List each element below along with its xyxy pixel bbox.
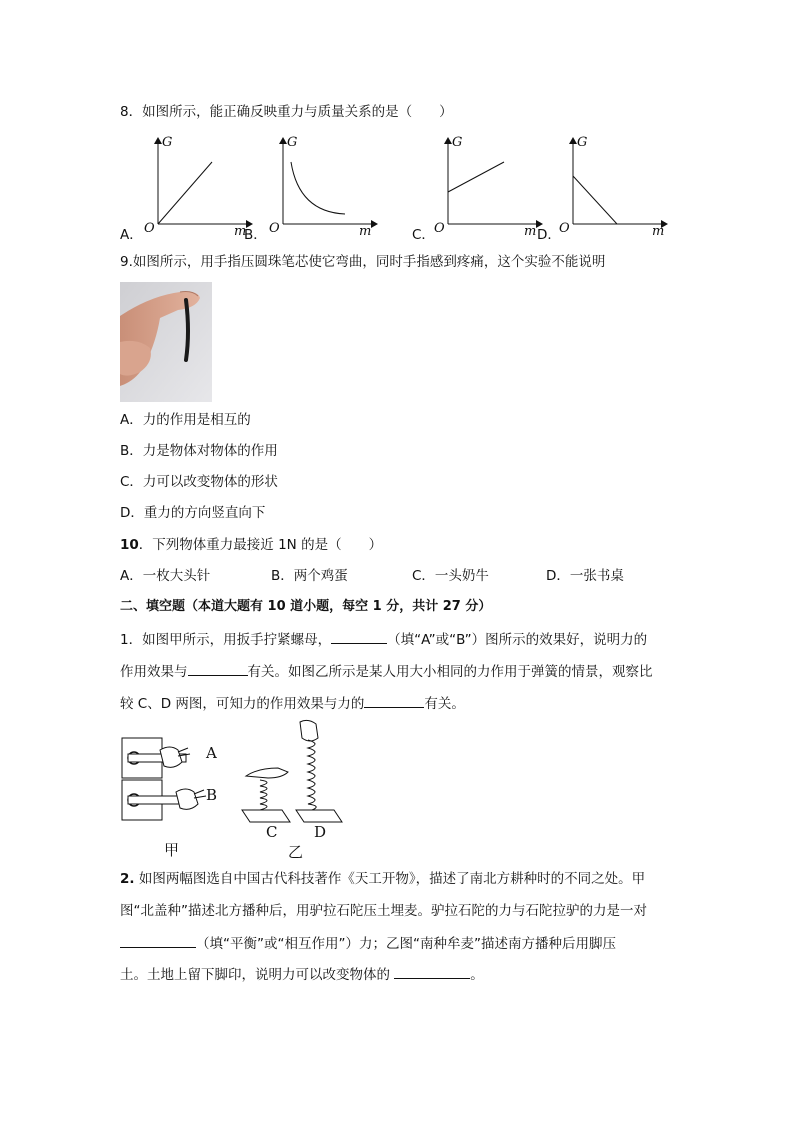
fill1-line1 — [120, 629, 647, 649]
fill2-line2: 图“北盖种”描述北方播种后，用驴拉石陀压土埋麦。驴拉石陀的力与石陀拉驴的力是一对 — [120, 903, 647, 919]
q10-stem-text: ．下列物体重力最接近 1N 的是（ ） — [138, 537, 383, 553]
graph-a-line — [158, 162, 212, 224]
q10-number: 10 — [120, 537, 139, 553]
graph-a-ylabel: G — [162, 135, 173, 150]
fill1-text-3: 作用效果与 — [120, 664, 188, 680]
q10-option-a: A．一枚大头针 — [120, 568, 211, 584]
q8-stem: 8．如图所示，能正确反映重力与质量关系的是（ ） — [120, 104, 453, 120]
fill2-number: 2. — [120, 871, 135, 887]
graph-d-origin: O — [559, 221, 570, 236]
fill1-text-1: 1．如图甲所示，用扳手拧紧螺母， — [120, 632, 332, 648]
graph-d-ylabel: G — [577, 135, 588, 150]
graph-c-origin: O — [434, 221, 445, 236]
graph-b-ylabel: G — [287, 135, 298, 150]
q8-option-a: A． — [120, 227, 143, 243]
q10-option-c: C．一头奶牛 — [412, 568, 489, 584]
graph-a-xlabel: m — [234, 224, 247, 239]
q10-option-b: B．两个鸡蛋 — [271, 568, 348, 584]
graph-a-origin: O — [144, 221, 155, 236]
fill2-line3 — [120, 933, 616, 953]
fill2-blank-1[interactable] — [120, 933, 196, 948]
graph-c-xlabel: m — [524, 224, 537, 239]
fill1-text-4: 有关。如图乙所示是某人用大小相同的力作用于弹簧的情景，观察比 — [247, 664, 653, 680]
label-yi: 乙 — [288, 843, 304, 861]
fill1-line3 — [120, 693, 465, 713]
fill1-line2 — [120, 661, 653, 681]
finger-pen-photo — [120, 282, 212, 402]
q9-stem: 9.如图所示，用手指压圆珠笔芯使它弯曲，同时手指感到疼痛，这个实验不能说明 — [120, 254, 606, 270]
q10-stem — [120, 536, 382, 554]
q9-option-d: D．重力的方向竖直向下 — [120, 505, 266, 521]
fill2-line1 — [120, 870, 645, 888]
graph-b-xlabel: m — [359, 224, 372, 239]
q9-option-c: C．力可以改变物体的形状 — [120, 474, 278, 490]
fill1-text-6: 有关。 — [424, 696, 465, 712]
label-b: B — [206, 786, 218, 804]
q8-option-b: B． — [244, 227, 267, 243]
q8-option-d: D． — [537, 227, 561, 243]
fill1-text-5: 较 C、D 两图，可知力的作用效果与力的 — [120, 696, 365, 712]
fill2-text-1: 如图两幅图选自中国古代科技著作《天工开物》，描述了南北方耕种时的不同之处。甲 — [134, 871, 646, 887]
fill2-text-5: 。 — [470, 967, 484, 983]
section-2-title: 二、填空题（本道大题有 10 道小题，每空 1 分，共计 27 分） — [120, 599, 492, 614]
label-d: D — [314, 823, 327, 841]
label-a: A — [206, 744, 217, 762]
fill1-blank-2[interactable] — [188, 661, 248, 676]
graph-b-origin: O — [269, 221, 280, 236]
q9-option-b: B．力是物体对物体的作用 — [120, 443, 278, 459]
fill2-text-4: 土。土地上留下脚印，说明力可以改变物体的 — [120, 967, 395, 983]
fill2-line4 — [120, 964, 484, 984]
q9-option-a: A．力的作用是相互的 — [120, 412, 251, 428]
graph-d-xlabel: m — [652, 224, 665, 239]
graph-c-line — [448, 162, 504, 192]
fill1-blank-1[interactable] — [331, 629, 387, 644]
spring-figure — [238, 718, 358, 830]
q10-option-d: D．一张书桌 — [546, 568, 624, 584]
label-jia: 甲 — [164, 841, 180, 859]
fill2-text-3: （填“平衡”或“相互作用”）力；乙图“南种牟麦”描述南方播种后用脚压 — [196, 936, 616, 952]
graph-d-line — [573, 176, 617, 224]
q8-option-c: C． — [412, 227, 435, 243]
graph-c-ylabel: G — [452, 135, 463, 150]
fill2-blank-2[interactable] — [394, 964, 470, 979]
fill1-blank-3[interactable] — [364, 693, 424, 708]
label-c: C — [266, 823, 278, 841]
fill1-text-2: （填“A”或“B”）图所示的效果好，说明力的 — [387, 632, 648, 648]
graph-b-curve — [291, 162, 345, 214]
